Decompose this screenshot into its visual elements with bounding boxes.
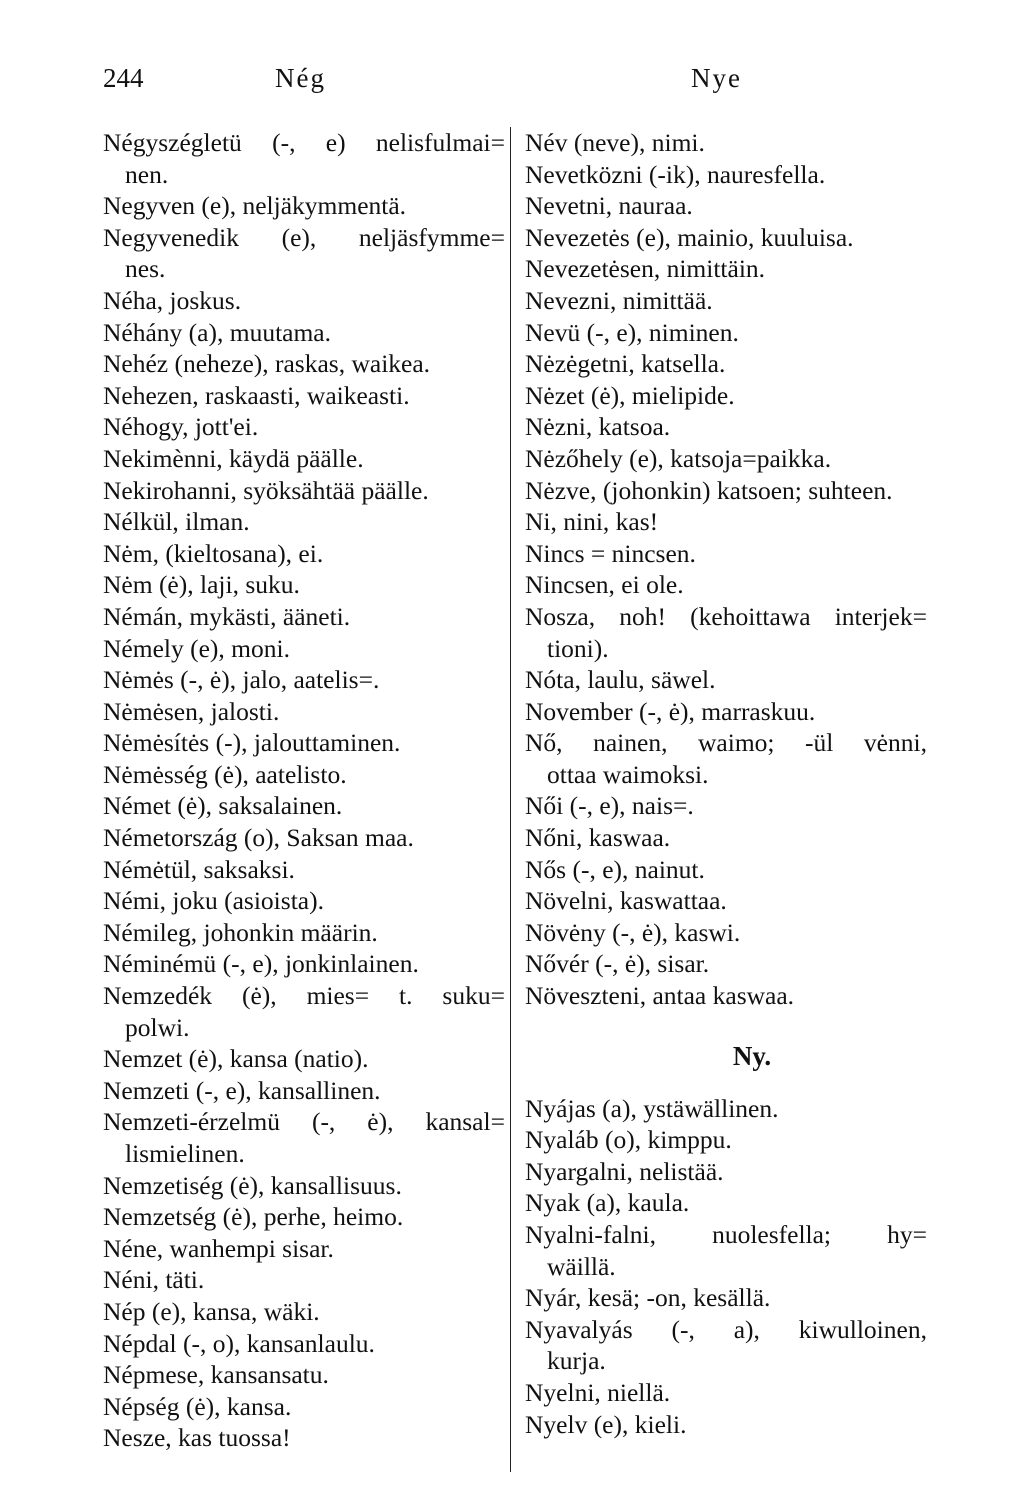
dictionary-entry: Nyelv (e), kieli. bbox=[525, 1409, 687, 1439]
dictionary-entry bbox=[525, 1314, 927, 1346]
running-head bbox=[103, 58, 923, 98]
dictionary-entry: Nevetközni (-ik), nauresfella. bbox=[525, 159, 826, 189]
dictionary-entry: Nevü (-, e), niminen. bbox=[525, 317, 739, 347]
entry-word: mies= bbox=[306, 981, 370, 1011]
dictionary-entry: Nóta, laulu, säwel. bbox=[525, 665, 716, 695]
entry-word: Nemzedék bbox=[103, 981, 213, 1011]
dictionary-entry: Nėzet (ė), mielipide. bbox=[525, 380, 735, 410]
entry-word: suku= bbox=[442, 981, 505, 1011]
entry-continuation: lismielinen. bbox=[125, 1139, 245, 1168]
dictionary-entry: Nemzet (ė), kansa (natio). bbox=[103, 1044, 369, 1074]
dictionary-entry: Nővér (-, ė), sisar. bbox=[525, 949, 710, 979]
dictionary-entry: Női (-, e), nais=. bbox=[525, 791, 694, 821]
entry-word: kansal= bbox=[425, 1107, 505, 1137]
dictionary-entry: Néhogy, jott'ei. bbox=[103, 412, 259, 442]
dictionary-entry: Népdal (-, o), kansanlaulu. bbox=[103, 1328, 375, 1358]
dictionary-entry: Némėtül, saksaksi. bbox=[103, 854, 295, 884]
left-column bbox=[103, 127, 505, 1454]
dictionary-entry: Népség (ė), kansa. bbox=[103, 1391, 292, 1421]
dictionary-entry: Német (ė), saksalainen. bbox=[103, 791, 343, 821]
dictionary-entry bbox=[525, 727, 927, 759]
dictionary-entry: Népmese, kansansatu. bbox=[103, 1360, 329, 1390]
dictionary-entry: Nincs = nincsen. bbox=[525, 538, 696, 568]
entry-continuation: kurja. bbox=[547, 1346, 606, 1376]
page-number: 244 bbox=[103, 63, 144, 93]
dictionary-entry: Nevezni, nimittää. bbox=[525, 285, 713, 315]
entry-word: Nő, bbox=[525, 728, 563, 758]
dictionary-entry: Nėzve, (johonkin) katsoen; suhteen. bbox=[525, 475, 893, 505]
entry-continuation: wäillä. bbox=[547, 1251, 616, 1281]
dictionary-entry: Nyak (a), kaula. bbox=[525, 1188, 690, 1218]
entry-word: e) bbox=[325, 128, 346, 157]
dictionary-entry bbox=[103, 127, 505, 159]
dictionary-entry: Nėmėsítės (-), jalouttaminen. bbox=[103, 728, 401, 758]
dictionary-entry: Nép (e), kansa, wäki. bbox=[103, 1296, 320, 1326]
dictionary-entry: Németország (o), Saksan maa. bbox=[103, 823, 414, 853]
entry-word: Nyavalyás bbox=[525, 1314, 633, 1344]
entry-word: a), bbox=[733, 1314, 760, 1344]
dictionary-entry bbox=[103, 222, 505, 254]
entry-word: (-, bbox=[272, 128, 296, 157]
dictionary-entry: Növėny (-, ė), kaswi. bbox=[525, 917, 741, 947]
dictionary-entry: Növelni, kaswattaa. bbox=[525, 886, 727, 916]
dictionary-entry: Nekimènni, käydä päälle. bbox=[103, 443, 364, 473]
entry-word: Négyszégletü bbox=[103, 128, 242, 157]
entry-word: noh! bbox=[619, 601, 667, 631]
entry-word: nelisfulmai= bbox=[375, 128, 505, 157]
entry-word: Nosza, bbox=[525, 601, 596, 631]
dictionary-entry: Némi, joku (asioista). bbox=[103, 886, 324, 916]
entry-word: kiwulloinen, bbox=[798, 1314, 927, 1344]
dictionary-entry: Nyelni, niellä. bbox=[525, 1377, 671, 1407]
dictionary-entry: Néni, täti. bbox=[103, 1265, 205, 1295]
entry-continuation: polwi. bbox=[125, 1012, 190, 1042]
dictionary-entry: Nėzėgetni, katsella. bbox=[525, 349, 726, 379]
dictionary-entry: Nyaláb (o), kimppu. bbox=[525, 1125, 732, 1155]
dictionary-entry: Néha, joskus. bbox=[103, 285, 242, 315]
entry-word: Negyvenedik bbox=[103, 222, 239, 252]
right-column-entries-ny bbox=[525, 1093, 927, 1441]
entry-word: nuolesfella; bbox=[712, 1220, 832, 1249]
entry-continuation: ottaa waimoksi. bbox=[547, 759, 709, 789]
section-heading-text: Ny. bbox=[732, 1040, 772, 1071]
dictionary-entry: Nemzetség (ė), perhe, heimo. bbox=[103, 1202, 404, 1232]
dictionary-entry: Nőni, kaswaa. bbox=[525, 823, 671, 853]
dictionary-entry: Nyargalni, nelistää. bbox=[525, 1156, 724, 1186]
dictionary-entry: Növeszteni, antaa kaswaa. bbox=[525, 981, 795, 1011]
entry-word: Nemzeti-érzelmü bbox=[103, 1107, 280, 1137]
dictionary-entry: Nélkül, ilman. bbox=[103, 507, 250, 537]
dictionary-entry: Nėmėsség (ė), aatelisto. bbox=[103, 759, 347, 789]
dictionary-entry: Nesze, kas tuossa! bbox=[103, 1423, 291, 1453]
dictionary-entry bbox=[103, 1106, 505, 1138]
entry-word: vėnni, bbox=[863, 728, 927, 758]
dictionary-entry: Némileg, johonkin määrin. bbox=[103, 917, 378, 947]
entry-word: ė), bbox=[367, 1107, 394, 1137]
section-heading bbox=[525, 1012, 927, 1093]
dictionary-entry: Nėm (ė), laji, suku. bbox=[103, 570, 300, 600]
entry-word: t. bbox=[399, 981, 413, 1011]
dictionary-entry: Némely (e), moni. bbox=[103, 633, 290, 663]
entry-word: nainen, bbox=[593, 728, 668, 758]
dictionary-entry: Nehéz (neheze), raskas, waikea. bbox=[103, 349, 431, 379]
dictionary-entry: Név (neve), nimi. bbox=[525, 128, 705, 157]
dictionary-entry: Negyven (e), neljäkymmentä. bbox=[103, 191, 407, 221]
dictionary-entry bbox=[103, 980, 505, 1012]
dictionary-entry: Nyár, kesä; -on, kesällä. bbox=[525, 1283, 771, 1313]
dictionary-entry: Nėzni, katsoa. bbox=[525, 412, 671, 442]
entry-continuation: nen. bbox=[125, 159, 169, 189]
dictionary-entry: November (-, ė), marraskuu. bbox=[525, 696, 816, 726]
guide-word-left: Nég bbox=[275, 63, 326, 93]
entry-word: neljäsfymme= bbox=[358, 222, 505, 252]
dictionary-entry: Nėmėsen, jalosti. bbox=[103, 696, 280, 726]
dictionary-entry: Nevezetėsen, nimittäin. bbox=[525, 254, 766, 284]
dictionary-entry bbox=[525, 601, 927, 633]
entry-continuation: tioni). bbox=[547, 633, 609, 663]
entry-word: hy= bbox=[887, 1220, 927, 1249]
entry-word: Nyalni-falni, bbox=[525, 1220, 656, 1249]
right-column bbox=[525, 127, 927, 1440]
entry-word: (ė), bbox=[241, 981, 277, 1011]
dictionary-entry: Némán, mykästi, ääneti. bbox=[103, 601, 351, 631]
column-divider bbox=[510, 127, 511, 1472]
entry-word: (kehoittawa bbox=[690, 601, 811, 631]
dictionary-entry: Nincsen, ei ole. bbox=[525, 570, 684, 600]
dictionary-entry: Nevetni, nauraa. bbox=[525, 191, 693, 221]
dictionary-entry: Nyájas (a), ystäwällinen. bbox=[525, 1093, 779, 1123]
entry-word: interjek= bbox=[834, 601, 927, 631]
entry-word: -ül bbox=[805, 728, 834, 758]
dictionary-entry bbox=[525, 1219, 927, 1251]
dictionary-entry: Nėzőhely (e), katsoja=paikka. bbox=[525, 443, 832, 473]
right-column-entries-n bbox=[525, 127, 927, 1012]
dictionary-entry: Nemzeti (-, e), kansallinen. bbox=[103, 1075, 381, 1105]
dictionary-entry: Néhány (a), muutama. bbox=[103, 317, 331, 347]
entry-word: (-, bbox=[311, 1107, 336, 1137]
entry-word: (-, bbox=[671, 1314, 695, 1344]
dictionary-entry: Nėm, (kieltosana), ei. bbox=[103, 538, 324, 568]
dictionary-entry: Néminémü (-, e), jonkinlainen. bbox=[103, 949, 419, 979]
entry-continuation: nes. bbox=[125, 254, 166, 284]
dictionary-entry: Nehezen, raskaasti, waikeasti. bbox=[103, 380, 410, 410]
dictionary-entry: Nevezetės (e), mainio, kuuluisa. bbox=[525, 222, 854, 252]
dictionary-entry: Nekirohanni, syöksähtää päälle. bbox=[103, 475, 429, 505]
dictionary-entry: Nėmės (-, ė), jalo, aatelis=. bbox=[103, 665, 380, 695]
dictionary-entry: Nemzetiség (ė), kansallisuus. bbox=[103, 1170, 402, 1200]
dictionary-entry: Nős (-, e), nainut. bbox=[525, 854, 705, 884]
dictionary-entry: Néne, wanhempi sisar. bbox=[103, 1233, 334, 1263]
dictionary-entry: Ni, nini, kas! bbox=[525, 507, 659, 537]
guide-word-right: Nye bbox=[691, 63, 742, 93]
entry-word: waimo; bbox=[698, 728, 775, 758]
entry-word: (e), bbox=[281, 222, 317, 252]
